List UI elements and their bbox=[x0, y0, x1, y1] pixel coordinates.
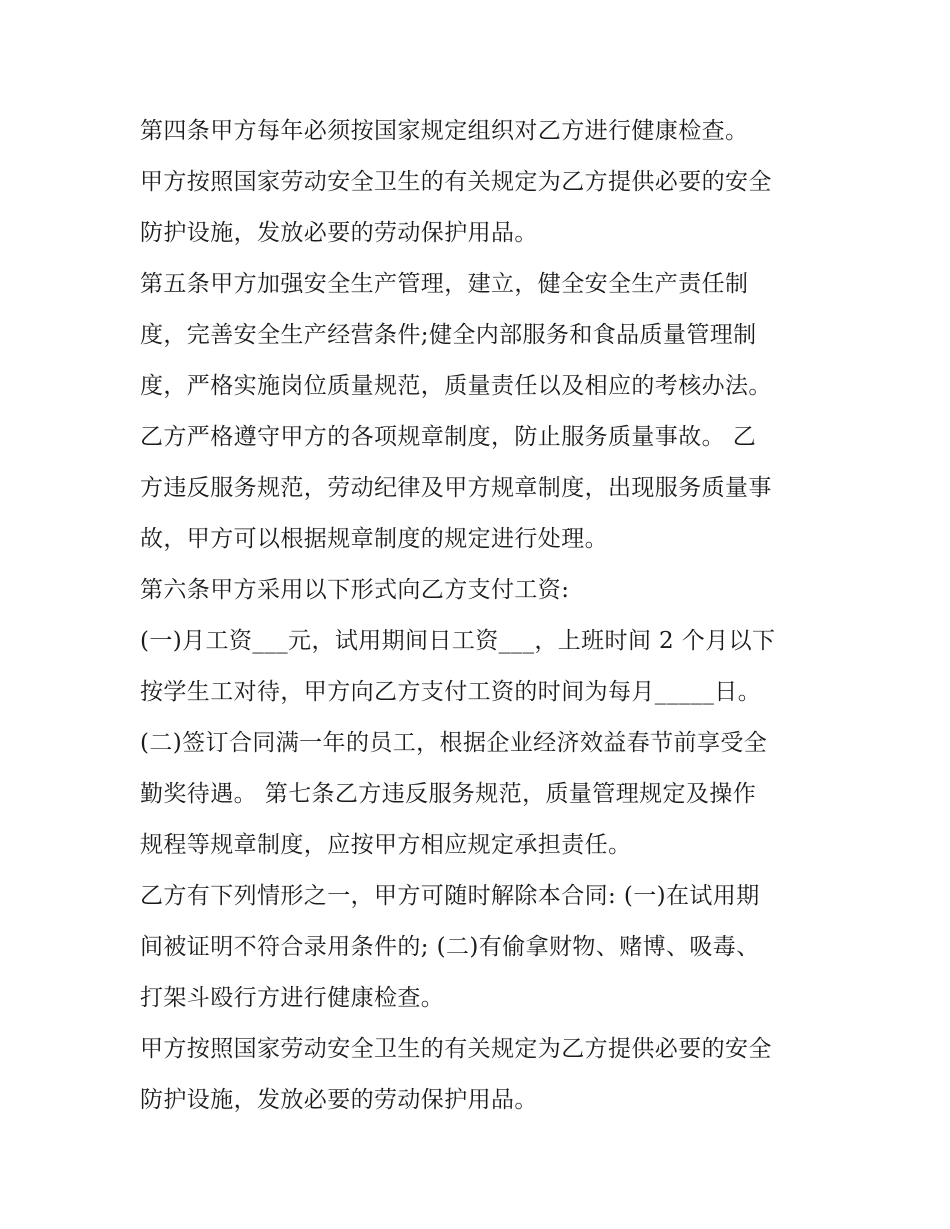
text-line-3: 防护设施，发放必要的劳动保护用品。 bbox=[140, 220, 538, 246]
text-line-11: (一)月工资___元，试用期间日工资___，上班时间 2 个月以下 bbox=[140, 628, 776, 654]
document-body bbox=[140, 106, 820, 1126]
text-line-18: 打架斗殴行方进行健康检查。 bbox=[140, 985, 445, 1011]
text-line-9: 故，甲方可以根据规章制度的规定进行处理。 bbox=[140, 526, 608, 552]
text-line-17: 间被证明不符合录用条件的; (二)有偷拿财物、赌博、吸毒、 bbox=[140, 934, 760, 960]
text-line-1: 第四条甲方每年必须按国家规定组织对乙方进行健康检查。 bbox=[140, 118, 749, 144]
text-line-6: 度，严格实施岗位质量规范，质量责任以及相应的考核办法。 bbox=[140, 373, 772, 399]
text-line-4: 第五条甲方加强安全生产管理，建立，健全安全生产责任制 bbox=[140, 271, 749, 297]
text-line-7: 乙方严格遵守甲方的各项规章制度，防止服务质量事故。 乙 bbox=[140, 424, 757, 450]
text-line-14: 勤奖待遇。 第七条乙方违反服务规范，质量管理规定及操作 bbox=[140, 781, 757, 807]
text-line-12: 按学生工对待，甲方向乙方支付工资的时间为每月_____日。 bbox=[140, 679, 762, 705]
text-line-15: 规程等规章制度，应按甲方相应规定承担责任。 bbox=[140, 832, 632, 858]
text-line-2: 甲方按照国家劳动安全卫生的有关规定为乙方提供必要的安全 bbox=[140, 169, 772, 195]
text-line-16: 乙方有下列情形之一，甲方可随时解除本合同: (一)在试用期 bbox=[140, 883, 760, 909]
text-line-13: (二)签订合同满一年的员工，根据企业经济效益春节前享受全 bbox=[140, 730, 768, 756]
text-line-20: 防护设施，发放必要的劳动保护用品。 bbox=[140, 1087, 538, 1113]
text-line-10: 第六条甲方采用以下形式向乙方支付工资: bbox=[140, 577, 570, 603]
text-line-19: 甲方按照国家劳动安全卫生的有关规定为乙方提供必要的安全 bbox=[140, 1036, 772, 1062]
text-line-5: 度，完善安全生产经营条件;健全内部服务和食品质量管理制 bbox=[140, 322, 757, 348]
text-line-8: 方违反服务规范，劳动纪律及甲方规章制度，出现服务质量事 bbox=[140, 475, 772, 501]
